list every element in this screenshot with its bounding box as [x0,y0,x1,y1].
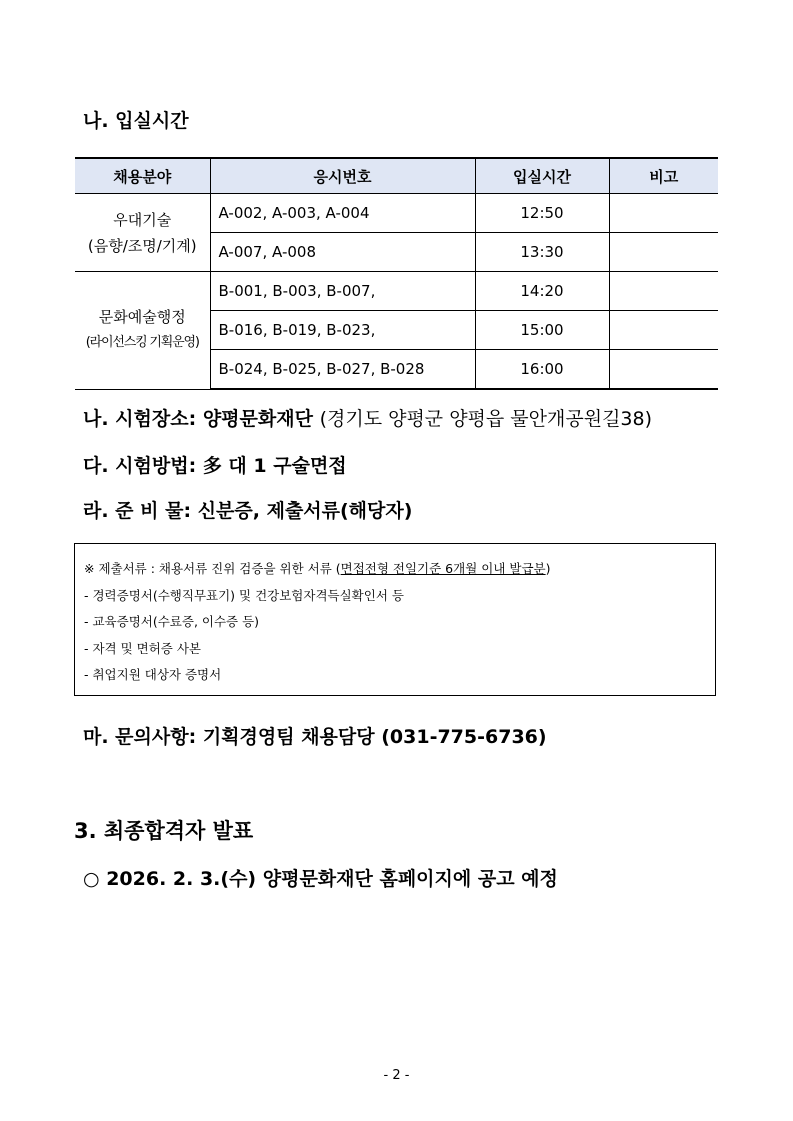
numbers-cell: B-016, B-019, B-023, [210,311,475,350]
section3-title: 3. 최종합격자 발표 [74,819,254,843]
supplies-line: 라. 준 비 물: 신분증, 제출서류(해당자) [83,500,413,522]
field-sub: (라이선스킹 기획운영) [85,335,199,351]
table-row [75,272,718,311]
entry-time-heading: 나. 입실시간 [83,110,189,132]
list-item: - 경력증명서(수행직무표기) 및 건강보험자격득실확인서 등 [84,587,404,603]
note-cell [609,311,718,350]
exam-method-line: 다. 시험방법: 多 대 1 구술면접 [83,455,347,477]
note-prefix: ※ 제출서류 : 채용서류 진위 검증을 위한 서류 ( [84,561,341,576]
documents-note-box [74,543,716,696]
section3-item: ○ 2026. 2. 3.(수) 양평문화재단 홈페이지에 공고 예정 [83,868,558,890]
entry-time-table [75,157,718,390]
list-item: - 교육증명서(수료증, 이수증 등) [84,614,260,629]
time-cell: 12:50 [475,194,609,233]
list-item: - 취업지원 대상자 증명서 [84,667,222,682]
table-row [75,194,718,233]
numbers-cell: A-007, A-008 [210,233,475,272]
numbers-cell: B-024, B-025, B-027, B-028 [210,350,475,390]
time-cell: 16:00 [475,350,609,390]
exam-place-detail: (경기도 양평군 양평읍 물안개공원길38) [319,408,653,430]
numbers-cell: A-002, A-003, A-004 [210,194,475,233]
numbers-cell: B-001, B-003, B-007, [210,272,475,311]
field-name: 문화예술행정 [98,308,186,327]
time-cell: 14:20 [475,272,609,311]
note-suffix: ) [545,561,551,576]
time-cell: 13:30 [475,233,609,272]
col-header-field: 채용분야 [75,158,210,194]
note-cell [609,233,718,272]
note-cell [609,350,718,390]
field-name: 우대기술 [113,210,172,229]
note-underlined: 면접전형 전일기준 6개월 이내 발급분 [340,561,546,576]
field-sub: (음향/조명/기계) [87,236,197,255]
col-header-numbers: 응시번호 [210,158,475,194]
exam-place-label: 나. 시험장소: 양평문화재단 [83,408,313,430]
note-cell [609,194,718,233]
exam-place-line [83,404,652,431]
col-header-note: 비고 [609,158,718,194]
inquiry-line: 마. 문의사항: 기획경영팀 채용담당 (031-775-6736) [83,726,547,748]
table-header-row [75,158,718,194]
col-header-time: 입실시간 [475,158,609,194]
note-cell [609,272,718,311]
field-cell-arts-admin [75,272,210,390]
field-cell-stage-tech [75,194,210,272]
list-item: - 자격 및 면허증 사본 [84,640,202,656]
page-number: - 2 - [383,1068,410,1083]
documents-note-title [84,556,706,583]
time-cell: 15:00 [475,311,609,350]
